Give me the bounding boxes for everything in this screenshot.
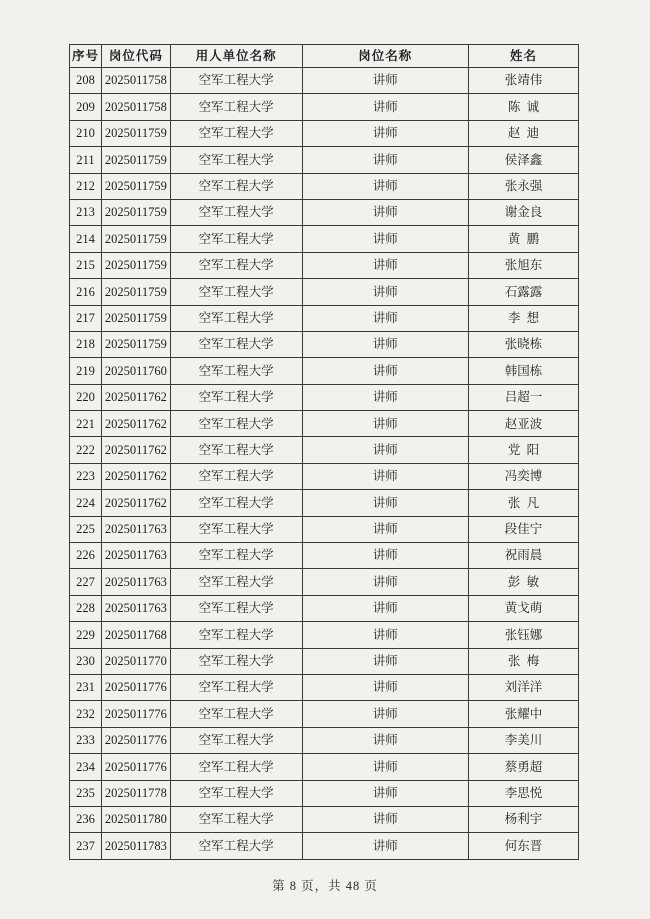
cell-serial: 212 xyxy=(70,173,102,199)
table-header xyxy=(70,45,579,68)
cell-code: 2025011778 xyxy=(102,780,171,806)
cell-serial: 233 xyxy=(70,727,102,753)
cell-unit: 空军工程大学 xyxy=(170,173,302,199)
table-row xyxy=(70,701,579,727)
cell-serial: 213 xyxy=(70,199,102,225)
cell-position: 讲师 xyxy=(302,516,468,542)
table-row xyxy=(70,674,579,700)
cell-position: 讲师 xyxy=(302,331,468,357)
cell-unit: 空军工程大学 xyxy=(170,384,302,410)
cell-serial: 235 xyxy=(70,780,102,806)
cell-serial: 210 xyxy=(70,120,102,146)
cell-unit: 空军工程大学 xyxy=(170,727,302,753)
table-row xyxy=(70,543,579,569)
cell-code: 2025011762 xyxy=(102,411,171,437)
cell-serial: 215 xyxy=(70,252,102,278)
cell-name: 陈诚 xyxy=(469,94,579,120)
cell-name: 祝雨晨 xyxy=(469,543,579,569)
cell-code: 2025011762 xyxy=(102,490,171,516)
cell-name: 李思悦 xyxy=(469,780,579,806)
cell-serial: 231 xyxy=(70,674,102,700)
cell-position: 讲师 xyxy=(302,68,468,94)
table-row xyxy=(70,569,579,595)
cell-code: 2025011759 xyxy=(102,147,171,173)
table-row xyxy=(70,199,579,225)
table-row xyxy=(70,94,579,120)
table-row xyxy=(70,463,579,489)
cell-serial: 223 xyxy=(70,463,102,489)
cell-code: 2025011770 xyxy=(102,648,171,674)
cell-position: 讲师 xyxy=(302,806,468,832)
cell-position: 讲师 xyxy=(302,437,468,463)
cell-position: 讲师 xyxy=(302,543,468,569)
table-row xyxy=(70,173,579,199)
cell-name: 何东晋 xyxy=(469,833,579,859)
cell-unit: 空军工程大学 xyxy=(170,595,302,621)
cell-code: 2025011776 xyxy=(102,674,171,700)
cell-serial: 228 xyxy=(70,595,102,621)
column-header-unit: 用人单位名称 xyxy=(170,45,302,68)
cell-position: 讲师 xyxy=(302,569,468,595)
page-number-footer: 第 8 页，共 48 页 xyxy=(272,879,378,893)
table-row xyxy=(70,595,579,621)
cell-position: 讲师 xyxy=(302,674,468,700)
table-row xyxy=(70,252,579,278)
cell-unit: 空军工程大学 xyxy=(170,780,302,806)
cell-position: 讲师 xyxy=(302,226,468,252)
table-row xyxy=(70,833,579,859)
table-row xyxy=(70,120,579,146)
cell-serial: 217 xyxy=(70,305,102,331)
header-row xyxy=(70,45,579,68)
table-row xyxy=(70,516,579,542)
cell-serial: 236 xyxy=(70,806,102,832)
cell-name: 黄戈萌 xyxy=(469,595,579,621)
table-row xyxy=(70,806,579,832)
cell-position: 讲师 xyxy=(302,780,468,806)
table-row xyxy=(70,147,579,173)
cell-serial: 227 xyxy=(70,569,102,595)
cell-name: 刘洋洋 xyxy=(469,674,579,700)
table-row xyxy=(70,437,579,463)
cell-unit: 空军工程大学 xyxy=(170,68,302,94)
cell-name: 党阳 xyxy=(469,437,579,463)
column-header-position: 岗位名称 xyxy=(302,45,468,68)
cell-serial: 221 xyxy=(70,411,102,437)
cell-serial: 229 xyxy=(70,622,102,648)
cell-position: 讲师 xyxy=(302,648,468,674)
cell-serial: 226 xyxy=(70,543,102,569)
cell-unit: 空军工程大学 xyxy=(170,754,302,780)
cell-position: 讲师 xyxy=(302,701,468,727)
column-header-serial: 序号 xyxy=(70,45,102,68)
cell-name: 赵迪 xyxy=(469,120,579,146)
cell-unit: 空军工程大学 xyxy=(170,94,302,120)
cell-unit: 空军工程大学 xyxy=(170,516,302,542)
cell-name: 段佳宁 xyxy=(469,516,579,542)
cell-position: 讲师 xyxy=(302,490,468,516)
cell-name: 李美川 xyxy=(469,727,579,753)
table-row xyxy=(70,727,579,753)
cell-position: 讲师 xyxy=(302,727,468,753)
cell-code: 2025011763 xyxy=(102,595,171,621)
table-row xyxy=(70,331,579,357)
cell-name: 吕超一 xyxy=(469,384,579,410)
cell-code: 2025011783 xyxy=(102,833,171,859)
cell-name: 赵亚波 xyxy=(469,411,579,437)
recruitment-roster-table xyxy=(69,44,579,860)
cell-code: 2025011776 xyxy=(102,701,171,727)
cell-serial: 214 xyxy=(70,226,102,252)
cell-position: 讲师 xyxy=(302,463,468,489)
cell-unit: 空军工程大学 xyxy=(170,331,302,357)
cell-name: 谢金良 xyxy=(469,199,579,225)
cell-unit: 空军工程大学 xyxy=(170,226,302,252)
cell-name: 杨利宇 xyxy=(469,806,579,832)
table-row xyxy=(70,754,579,780)
cell-serial: 222 xyxy=(70,437,102,463)
table-row xyxy=(70,648,579,674)
cell-unit: 空军工程大学 xyxy=(170,622,302,648)
cell-code: 2025011758 xyxy=(102,68,171,94)
cell-serial: 234 xyxy=(70,754,102,780)
cell-serial: 237 xyxy=(70,833,102,859)
cell-unit: 空军工程大学 xyxy=(170,199,302,225)
table-row xyxy=(70,780,579,806)
table-row xyxy=(70,622,579,648)
cell-serial: 209 xyxy=(70,94,102,120)
cell-name: 彭敏 xyxy=(469,569,579,595)
cell-name: 张耀中 xyxy=(469,701,579,727)
cell-position: 讲师 xyxy=(302,754,468,780)
cell-serial: 224 xyxy=(70,490,102,516)
cell-serial: 216 xyxy=(70,279,102,305)
cell-name: 黄鹏 xyxy=(469,226,579,252)
cell-code: 2025011759 xyxy=(102,331,171,357)
cell-name: 张钰娜 xyxy=(469,622,579,648)
cell-position: 讲师 xyxy=(302,622,468,648)
table-row xyxy=(70,305,579,331)
cell-name: 张晓栋 xyxy=(469,331,579,357)
table-row xyxy=(70,411,579,437)
column-header-code: 岗位代码 xyxy=(102,45,171,68)
cell-serial: 218 xyxy=(70,331,102,357)
table-row xyxy=(70,384,579,410)
cell-position: 讲师 xyxy=(302,173,468,199)
cell-name: 石露露 xyxy=(469,279,579,305)
column-header-name: 姓名 xyxy=(469,45,579,68)
cell-code: 2025011776 xyxy=(102,727,171,753)
cell-code: 2025011759 xyxy=(102,305,171,331)
cell-position: 讲师 xyxy=(302,384,468,410)
cell-code: 2025011758 xyxy=(102,94,171,120)
cell-unit: 空军工程大学 xyxy=(170,701,302,727)
cell-unit: 空军工程大学 xyxy=(170,120,302,146)
cell-serial: 230 xyxy=(70,648,102,674)
cell-unit: 空军工程大学 xyxy=(170,305,302,331)
cell-position: 讲师 xyxy=(302,833,468,859)
cell-code: 2025011763 xyxy=(102,516,171,542)
cell-unit: 空军工程大学 xyxy=(170,648,302,674)
cell-unit: 空军工程大学 xyxy=(170,147,302,173)
cell-name: 张旭东 xyxy=(469,252,579,278)
cell-position: 讲师 xyxy=(302,305,468,331)
cell-serial: 208 xyxy=(70,68,102,94)
cell-serial: 220 xyxy=(70,384,102,410)
cell-code: 2025011759 xyxy=(102,173,171,199)
cell-unit: 空军工程大学 xyxy=(170,358,302,384)
cell-name: 侯泽鑫 xyxy=(469,147,579,173)
cell-position: 讲师 xyxy=(302,411,468,437)
cell-position: 讲师 xyxy=(302,279,468,305)
cell-position: 讲师 xyxy=(302,358,468,384)
cell-unit: 空军工程大学 xyxy=(170,437,302,463)
cell-serial: 211 xyxy=(70,147,102,173)
table-row xyxy=(70,68,579,94)
cell-unit: 空军工程大学 xyxy=(170,490,302,516)
cell-name: 张永强 xyxy=(469,173,579,199)
cell-code: 2025011759 xyxy=(102,226,171,252)
cell-code: 2025011762 xyxy=(102,384,171,410)
cell-position: 讲师 xyxy=(302,595,468,621)
cell-position: 讲师 xyxy=(302,94,468,120)
table-row xyxy=(70,279,579,305)
cell-position: 讲师 xyxy=(302,120,468,146)
cell-code: 2025011759 xyxy=(102,279,171,305)
cell-unit: 空军工程大学 xyxy=(170,279,302,305)
table-row xyxy=(70,490,579,516)
cell-code: 2025011776 xyxy=(102,754,171,780)
cell-unit: 空军工程大学 xyxy=(170,674,302,700)
table-body xyxy=(70,68,579,860)
cell-unit: 空军工程大学 xyxy=(170,806,302,832)
cell-serial: 225 xyxy=(70,516,102,542)
cell-unit: 空军工程大学 xyxy=(170,463,302,489)
cell-unit: 空军工程大学 xyxy=(170,569,302,595)
cell-code: 2025011762 xyxy=(102,437,171,463)
table-row xyxy=(70,226,579,252)
table-row xyxy=(70,358,579,384)
cell-serial: 232 xyxy=(70,701,102,727)
cell-name: 冯奕博 xyxy=(469,463,579,489)
cell-code: 2025011768 xyxy=(102,622,171,648)
cell-code: 2025011759 xyxy=(102,199,171,225)
cell-name: 张凡 xyxy=(469,490,579,516)
cell-position: 讲师 xyxy=(302,147,468,173)
cell-name: 李想 xyxy=(469,305,579,331)
cell-name: 韩国栋 xyxy=(469,358,579,384)
cell-code: 2025011760 xyxy=(102,358,171,384)
cell-unit: 空军工程大学 xyxy=(170,543,302,569)
cell-code: 2025011763 xyxy=(102,543,171,569)
cell-name: 张靖伟 xyxy=(469,68,579,94)
cell-position: 讲师 xyxy=(302,252,468,278)
cell-code: 2025011762 xyxy=(102,463,171,489)
cell-code: 2025011759 xyxy=(102,120,171,146)
cell-code: 2025011759 xyxy=(102,252,171,278)
cell-code: 2025011763 xyxy=(102,569,171,595)
cell-name: 张梅 xyxy=(469,648,579,674)
cell-position: 讲师 xyxy=(302,199,468,225)
cell-unit: 空军工程大学 xyxy=(170,411,302,437)
cell-name: 蔡勇超 xyxy=(469,754,579,780)
cell-serial: 219 xyxy=(70,358,102,384)
cell-code: 2025011780 xyxy=(102,806,171,832)
cell-unit: 空军工程大学 xyxy=(170,252,302,278)
cell-unit: 空军工程大学 xyxy=(170,833,302,859)
